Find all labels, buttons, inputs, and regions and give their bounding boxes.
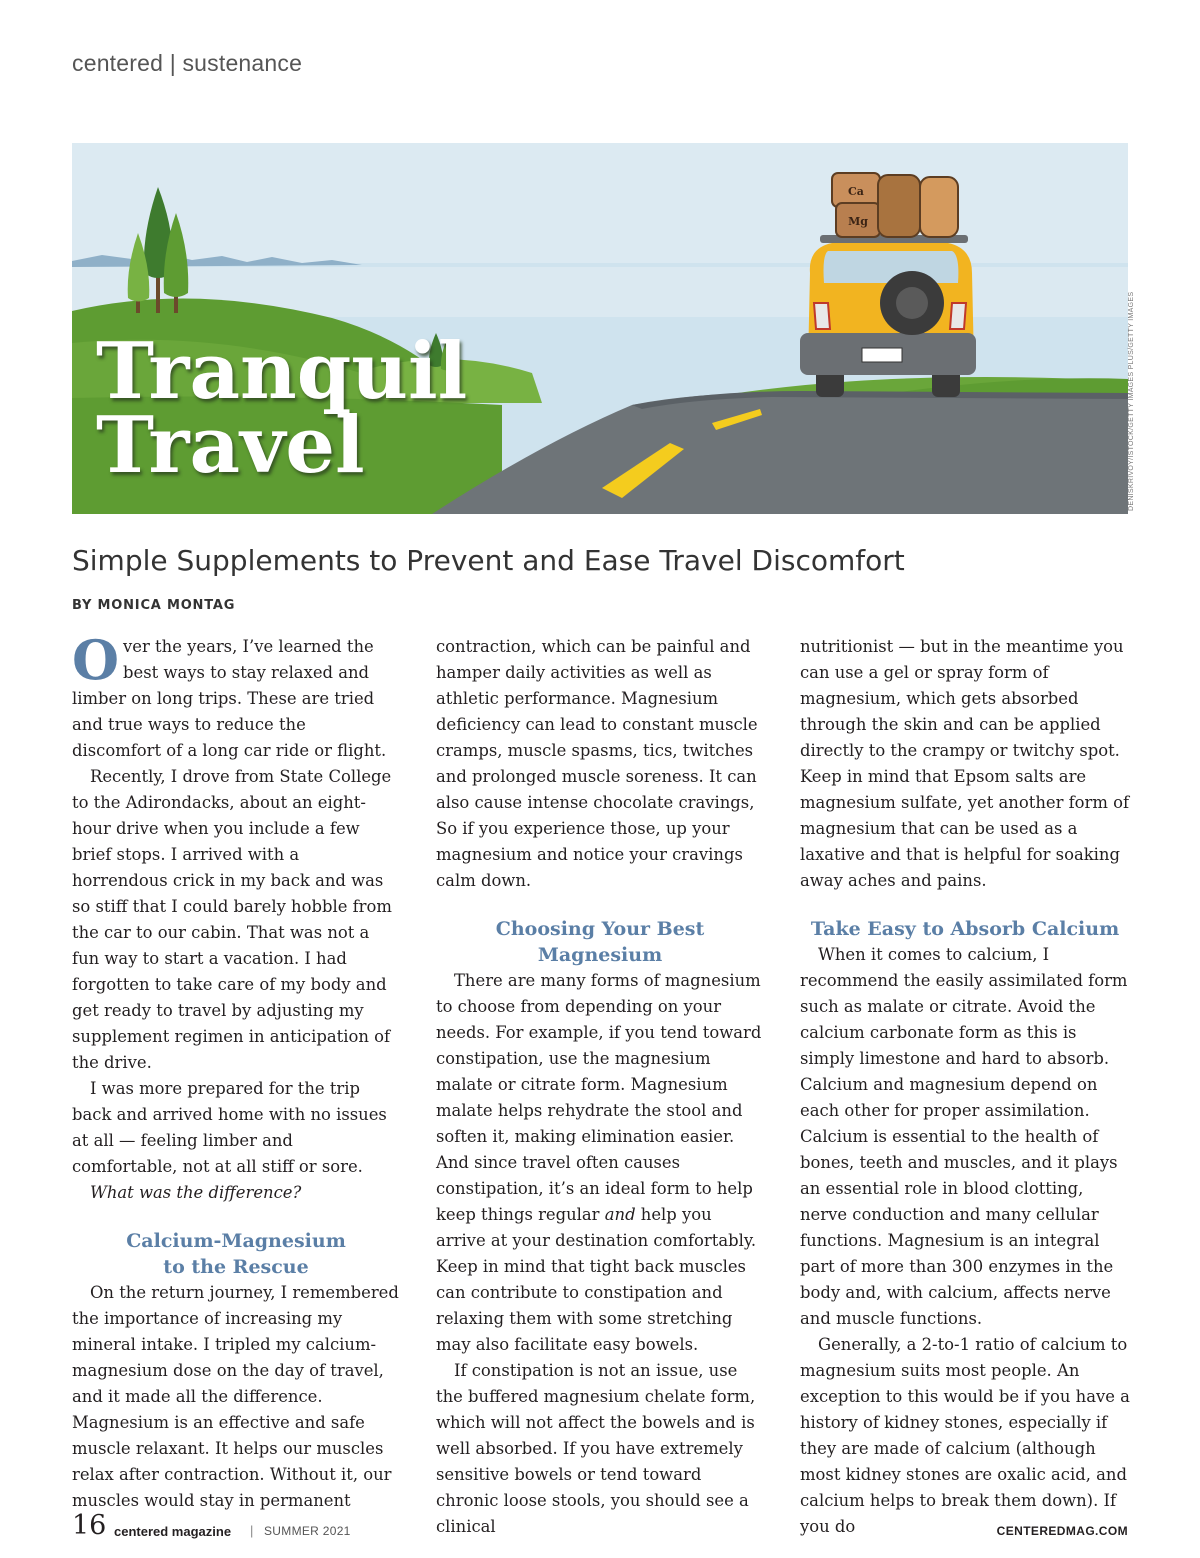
paragraph-italic <box>72 1180 400 1206</box>
website-link[interactable]: CENTEREDMAG.COM <box>996 1524 1128 1538</box>
title-line-2: Travel <box>96 400 365 491</box>
magazine-name: centered magazine <box>114 1524 232 1539</box>
italic-text: and <box>604 1205 636 1224</box>
section-heading: Take Easy to Absorb Calcium <box>810 918 1120 940</box>
heading-line: Choosing Your Best <box>495 918 705 940</box>
footer-separator: | <box>250 1523 254 1538</box>
photo-credit: DENISKRIVOY/ISTOCK/GETTY IMAGES PLUS/GETTY IMAGES <box>1128 291 1135 511</box>
section-tag: centered | sustenance <box>72 50 303 76</box>
heading-line: Calcium-Magnesium <box>126 1230 346 1252</box>
heading-line: to the Rescue <box>163 1256 309 1278</box>
paragraph <box>436 968 764 1358</box>
paragraph: If constipation is not an issue, use the buffered magnesium chelate form, which will not affect the bowels and is well absorbed. If you have extremely sensitive bowels or tend toward chronic loose stools, you should see a clinical <box>436 1361 756 1536</box>
article-title <box>96 326 468 491</box>
title-line-1: Tranquil <box>96 326 468 417</box>
drop-cap: O <box>72 628 120 692</box>
page-number: 16 <box>72 1510 107 1541</box>
bag-label-ca: Ca <box>848 185 864 198</box>
paragraph: Recently, I drove from State College to the Adirondacks, about an eight-hour drive when you include a few brief stops. I arrived with a horrendous crick in my back and was so stiff that I could barely hobble from the car to our cabin. That was not a fun way to start a vacation. I had forgotten to take care of my body and get ready to travel by adjusting my supplement regimen in anticipation of the drive. <box>72 767 392 1072</box>
byline: BY MONICA MONTAG <box>72 598 236 613</box>
paragraph: When it comes to calcium, I recommend the easily assimilated form such as malate or citrate. Avoid the calcium carbonate form as this is simply limestone and hard to absorb. Calcium and magnesium depend on each other for proper assimilation. Calcium is essential to the health of bones, teeth and muscles, and it plays an essential role in blood clotting, nerve conduction and many cellular functions. Magnesium is an integral part of more than 300 enzymes in the body and, with calcium, affects nerve and muscle functions. <box>800 945 1128 1328</box>
article-column-1 <box>72 628 400 1514</box>
paragraph: contraction, which can be painful and hamper daily activities as well as athletic performance. Magnesium deficiency can lead to constant muscle cramps, muscle spasms, tics, twitches and prolonged muscle soreness. It can also cause intense chocolate cravings, So if you experience those, up your magnesium and notice your cravings calm down. <box>436 637 758 890</box>
paragraph: nutritionist — but in the meantime you can use a gel or spray form of magnesium, which gets absorbed through the skin and can be applied directly to the crampy or twitchy spot. Keep in mind that Epsom salts are magnesium sulfate, yet another form of magnesium that can be used as a laxative and that is helpful for soaking away aches and pains. <box>800 637 1130 890</box>
issue-date: SUMMER 2021 <box>264 1524 351 1538</box>
paragraph: Generally, a 2-to-1 ratio of calcium to magnesium suits most people. An exception to this would be if you have a history of kidney stones, especially if they are made of calcium (although most kidney stones are oxalic acid, and calcium helps to break them down). If you do <box>800 1335 1130 1536</box>
section-heading <box>72 1228 400 1280</box>
paragraph <box>72 628 400 764</box>
paragraph-text: There are many forms of magnesium to choose from depending on your needs. For example, if you tend toward constipation, use the magnesium malate or citrate form. Magnesium malate helps rehydrate the stool and soften it, making elimination easier. And since travel often causes constipation, it’s an ideal form to help keep things regular <box>436 971 762 1224</box>
paragraph-text: help you arrive at your destination comfortably. Keep in mind that tight back muscles can contribute to constipation and relaxing them with some stretching may also facilitate easy bowels. <box>436 1205 757 1354</box>
article-subtitle: Simple Supplements to Prevent and Ease Travel Discomfort <box>72 544 905 577</box>
hero-illustration <box>72 143 1128 514</box>
bag-label-mg: Mg <box>848 215 868 228</box>
article-column-3 <box>800 634 1130 1540</box>
article-column-2 <box>436 634 764 1540</box>
paragraph: On the return journey, I remembered the importance of increasing my mineral intake. I tripled my calcium-magnesium dose on the day of travel, and it made all the difference. Magnesium is an effective and safe muscle relaxant. It helps our muscles relax after contraction. Without it, our muscles would stay in permanent <box>72 1283 399 1510</box>
paragraph: I was more prepared for the trip back and arrived home with no issues at all — feeling limber and comfortable, not at all stiff or sore. <box>72 1079 387 1176</box>
heading-line: Magnesium <box>537 944 663 966</box>
section-heading <box>436 916 764 968</box>
italic-text: What was the difference? <box>90 1183 302 1202</box>
paragraph-text: ver the years, I’ve learned the best ways to stay relaxed and limber on long trips. These are tried and true ways to reduce the discomfort of a long car ride or flight. <box>72 637 387 760</box>
